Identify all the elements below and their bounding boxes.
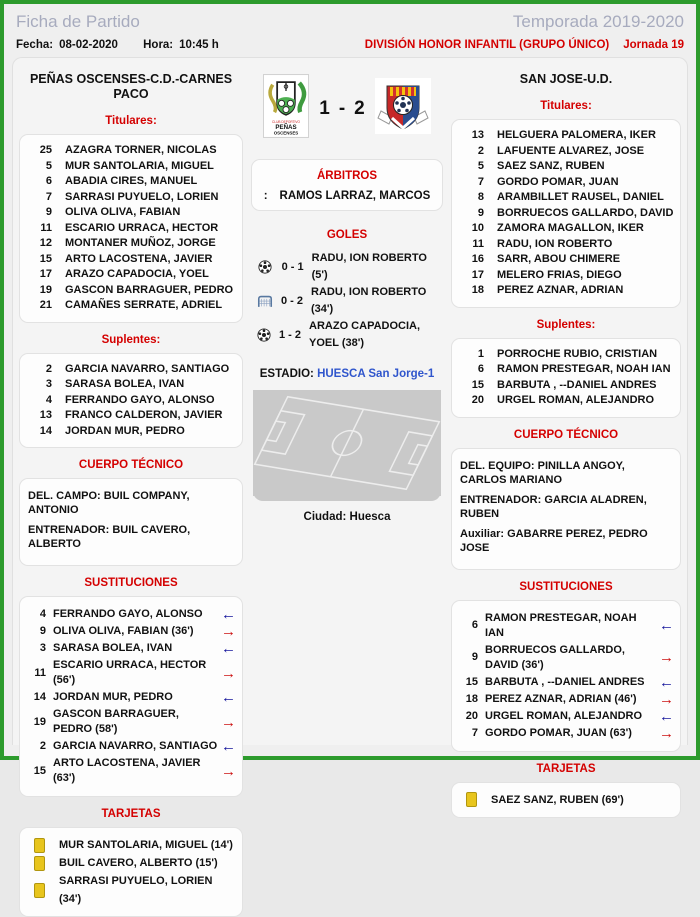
main-panel	[12, 57, 688, 905]
player-name: SARRASI PUYUELO, LORIEN	[65, 190, 219, 203]
player-name: MUR SANTOLARIA, MIGUEL (14')	[59, 839, 233, 851]
player-row	[26, 205, 236, 221]
player-name: MUR SANTOLARIA, MIGUEL	[65, 159, 214, 172]
home-cards-box	[19, 827, 243, 917]
player-name: LAFUENTE ALVAREZ, JOSE	[497, 144, 645, 157]
player-name: RADU, ION ROBERTO	[497, 237, 613, 250]
player-name: GARCIA NAVARRO, SANTIAGO	[53, 740, 218, 752]
away-substitutions-box	[451, 600, 681, 752]
svg-text:OSCENSES: OSCENSES	[274, 130, 299, 136]
player-row	[458, 237, 674, 253]
player-name: BARBUTA , --DANIEL ANDRES	[497, 378, 657, 391]
home-titulares-heading: Titulares:	[105, 115, 157, 127]
stadium-field-image	[253, 390, 441, 501]
player-name: FERRANDO GAYO, ALONSO	[53, 608, 203, 620]
player-number: 6	[471, 619, 478, 631]
yellow-card-icon	[34, 883, 45, 898]
substitution-row	[26, 690, 236, 705]
player-row	[458, 190, 674, 206]
player-name: SARASA BOLEA, IVAN	[65, 378, 185, 390]
yellow-card-icon	[34, 838, 45, 853]
player-number: 13	[39, 409, 52, 421]
jornada-label: Jornada 19	[623, 39, 684, 51]
player-number: 20	[465, 709, 478, 722]
player-row	[26, 159, 236, 175]
player-row	[26, 424, 236, 440]
player-name: GORDO POMAR, JUAN (63')	[485, 726, 632, 739]
player-name: RAMON PRESTEGAR, NOAH IAN	[497, 363, 671, 375]
player-number: 21	[39, 299, 52, 311]
sub-out-arrow-icon: →	[221, 713, 236, 731]
player-name: ESCARIO URRACA, HECTOR (56')	[53, 659, 207, 686]
player-number: 5	[477, 160, 484, 172]
staff-name: BUIL COMPANY, ANTONIO	[28, 490, 190, 516]
date-time-info	[16, 39, 225, 51]
away-team-crest	[375, 78, 431, 139]
substitution-row	[26, 624, 236, 639]
sub-in-arrow-icon: ←	[221, 689, 236, 706]
home-staff-heading: CUERPO TÉCNICO	[78, 459, 184, 471]
player-row	[26, 283, 236, 299]
city-line	[251, 511, 443, 523]
player-row	[26, 143, 236, 159]
player-number: 15	[471, 378, 484, 391]
home-score: 1	[319, 97, 330, 119]
player-row	[26, 174, 236, 190]
sub-in-arrow-icon: ←	[659, 673, 674, 691]
away-score: 2	[354, 97, 365, 119]
player-row	[458, 159, 674, 175]
home-team-column	[19, 64, 243, 905]
sub-out-arrow-icon: →	[221, 762, 236, 780]
player-name: BORRUECOS GALLARDO, DAVID (36')	[485, 643, 625, 671]
referee-name: RAMOS LARRAZ, MARCOS	[279, 190, 431, 202]
player-number: 3	[39, 642, 46, 654]
player-name: ARTO LACOSTENA, JAVIER (63')	[53, 757, 201, 784]
goal-row	[257, 284, 443, 318]
player-number: 20	[471, 394, 484, 406]
away-team-name: SAN JOSE-U.D.	[519, 72, 613, 86]
player-name: HELGUERA PALOMERA, IKER	[497, 129, 656, 141]
goal-row	[257, 318, 443, 352]
away-titulares-box	[451, 119, 681, 308]
player-row	[458, 283, 674, 299]
staff-role-label: DEL. EQUIPO:	[460, 459, 535, 472]
player-name: SAEZ SANZ, RUBEN	[497, 160, 605, 172]
staff-name: BUIL CAVERO, ALBERTO	[28, 524, 191, 550]
player-number: 18	[465, 692, 478, 705]
player-name: GORDO POMAR, JUAN	[497, 175, 619, 188]
goal-score: 1 - 2	[279, 328, 302, 341]
staff-name: GABARRE PEREZ, PEDRO JOSE	[460, 527, 648, 554]
player-number: 11	[472, 237, 484, 250]
player-number: 7	[477, 175, 484, 188]
substitution-row	[458, 611, 674, 641]
player-row	[458, 268, 674, 284]
player-number: 6	[45, 175, 52, 187]
away-staff-box	[451, 448, 681, 570]
staff-name: PINILLA ANGOY, CARLOS MARIANO	[460, 459, 625, 486]
player-number: 4	[39, 608, 46, 620]
player-name: SARR, ABOU CHIMERE	[497, 253, 621, 265]
player-name: MONTANER MUÑOZ, JORGE	[65, 237, 216, 249]
player-row	[458, 252, 674, 268]
substitution-row	[458, 726, 674, 741]
staff-row	[28, 523, 234, 551]
player-name: URGEL ROMAN, ALEJANDRO	[485, 709, 643, 722]
player-name: OLIVA OLIVA, FABIAN (36')	[53, 625, 194, 637]
player-name: GARCIA NAVARRO, SANTIAGO	[65, 362, 230, 375]
goal-row	[257, 250, 443, 284]
player-name: SAEZ SANZ, RUBEN (69')	[491, 793, 624, 806]
sub-in-arrow-icon: ←	[221, 738, 236, 755]
player-number: 11	[34, 666, 46, 679]
player-row	[26, 362, 236, 378]
player-name: PEREZ AZNAR, ADRIAN (46')	[485, 692, 637, 705]
goal-score: 0 - 1	[281, 260, 304, 273]
player-number: 6	[477, 363, 484, 375]
player-name: OLIVA OLIVA, FABIAN	[65, 206, 181, 218]
stadium-link[interactable]: HUESCA San Jorge-1	[317, 368, 435, 380]
referees-heading: ÁRBITROS	[316, 170, 378, 182]
sub-out-arrow-icon: →	[659, 690, 674, 708]
player-number: 8	[477, 191, 484, 203]
player-number: 19	[39, 283, 52, 296]
player-number: 13	[471, 129, 484, 141]
player-name: ABADIA CIRES, MANUEL	[65, 175, 198, 187]
sub-out-arrow-icon: →	[221, 664, 236, 682]
score-separator: -	[338, 97, 346, 119]
referee-prefix: :	[263, 190, 268, 202]
sub-out-arrow-icon: →	[221, 623, 236, 640]
player-number: 9	[39, 625, 46, 637]
home-staff-box	[19, 478, 243, 566]
away-staff-heading: CUERPO TÉCNICO	[513, 428, 619, 441]
player-row	[26, 408, 236, 424]
fecha-value: 08-02-2020	[59, 39, 118, 51]
city-label: Ciudad:	[303, 511, 347, 523]
referees-box	[251, 159, 443, 211]
sub-in-arrow-icon: ←	[659, 707, 674, 725]
season-label: Temporada 2019-2020	[512, 12, 684, 31]
card-row	[26, 872, 236, 908]
away-team-column	[451, 64, 681, 806]
player-row	[26, 393, 236, 409]
competition-info	[365, 39, 684, 51]
player-number: 10	[471, 222, 484, 234]
staff-row	[460, 493, 672, 521]
staff-role-label: ENTRENADOR:	[460, 493, 542, 506]
staff-role-label: DEL. CAMPO:	[28, 490, 101, 502]
player-number: 19	[33, 715, 46, 728]
player-row	[458, 378, 674, 394]
match-info-bar	[4, 32, 696, 57]
player-name: JORDAN MUR, PEDRO	[53, 691, 173, 703]
player-name: BUIL CAVERO, ALBERTO (15')	[59, 857, 218, 869]
substitution-row	[26, 739, 236, 754]
goal-scorer: ARAZO CAPADOCIA, YOEL (38')	[309, 320, 421, 349]
player-number: 7	[471, 726, 478, 739]
svg-text:PEÑAS: PEÑAS	[275, 124, 297, 131]
substitution-row	[26, 607, 236, 622]
staff-row	[460, 527, 672, 555]
player-row	[26, 267, 236, 283]
goals-heading: GOLES	[326, 229, 368, 241]
player-number: 15	[39, 252, 52, 265]
substitution-row	[458, 643, 674, 673]
player-name: ARAZO CAPADOCIA, YOEL	[65, 268, 209, 280]
sub-out-arrow-icon: →	[659, 649, 674, 666]
player-name: ARTO LACOSTENA, JAVIER	[65, 252, 213, 265]
player-number: 14	[33, 691, 46, 703]
player-name: GASCON BARRAGUER, PEDRO (58')	[53, 708, 179, 735]
fecha-label: Fecha:	[16, 39, 54, 51]
soccer-ball-icon	[257, 260, 274, 274]
player-name: ARAMBILLET RAUSEL, DANIEL	[497, 191, 664, 203]
goal-scorer: RADU, ION ROBERTO (5')	[311, 252, 427, 281]
player-name: CAMAÑES SERRATE, ADRIEL	[65, 299, 223, 311]
home-suplentes-box	[19, 353, 243, 449]
away-cards-heading: TARJETAS	[536, 762, 596, 775]
home-team-name: PEÑAS OSCENSES-C.D.-CARNES PACO	[29, 72, 233, 101]
player-row	[458, 362, 674, 378]
substitution-row	[458, 675, 674, 690]
home-suplentes-heading: Suplentes:	[101, 333, 161, 346]
sub-in-arrow-icon: ←	[221, 606, 236, 623]
player-number: 14	[39, 424, 52, 437]
sub-in-arrow-icon: ←	[659, 617, 674, 634]
player-row	[458, 206, 674, 222]
substitution-row	[26, 658, 236, 688]
city-value: Huesca	[349, 511, 391, 523]
home-cards-heading: TARJETAS	[101, 808, 161, 820]
player-name: SARRASI PUYUELO, LORIEN (34')	[59, 875, 213, 905]
division-label: DIVISIÓN HONOR INFANTIL (GRUPO ÚNICO)	[364, 39, 610, 51]
player-number: 15	[33, 764, 46, 777]
player-name: ESCARIO URRACA, HECTOR	[65, 221, 219, 234]
goal-frame-icon	[257, 295, 273, 308]
sub-in-arrow-icon: ←	[221, 640, 236, 657]
player-row	[458, 347, 674, 363]
staff-role-label: Auxiliar:	[460, 527, 505, 540]
yellow-card-icon	[34, 856, 45, 871]
player-name: BORRUECOS GALLARDO, DAVID	[497, 206, 674, 219]
stadium-label: ESTADIO:	[259, 368, 314, 380]
player-row	[458, 128, 674, 144]
player-number: 9	[471, 651, 478, 663]
player-number: 17	[39, 268, 52, 280]
scoreline	[251, 74, 443, 143]
home-titulares-box	[19, 134, 243, 323]
player-row	[26, 298, 236, 314]
player-name: MELERO FRIAS, DIEGO	[497, 268, 622, 281]
substitution-row	[26, 756, 236, 786]
substitution-row	[458, 692, 674, 707]
player-row	[26, 190, 236, 206]
player-name: URGEL ROMAN, ALEJANDRO	[497, 394, 655, 406]
home-substitutions-heading: SUSTITUCIONES	[84, 577, 178, 589]
player-number: 2	[39, 740, 46, 752]
goal-score: 0 - 2	[281, 294, 304, 307]
player-name: JORDAN MUR, PEDRO	[65, 424, 185, 437]
staff-name: GARCIA ALADREN, RUBEN	[460, 493, 647, 520]
player-name: RAMON PRESTEGAR, NOAH IAN	[485, 611, 637, 639]
player-number: 1	[477, 347, 484, 360]
player-row	[458, 175, 674, 191]
home-team-crest	[263, 74, 309, 143]
player-number: 9	[477, 206, 484, 219]
substitution-row	[458, 709, 674, 724]
player-number: 18	[471, 284, 484, 296]
staff-row	[28, 489, 234, 517]
player-row	[26, 236, 236, 252]
player-number: 3	[45, 378, 52, 390]
player-name: BARBUTA , --DANIEL ANDRES	[485, 675, 645, 688]
player-number: 17	[471, 268, 484, 281]
player-row	[458, 221, 674, 237]
page-header	[4, 4, 696, 32]
svg-text:CLUB DEPORTIVO: CLUB DEPORTIVO	[272, 119, 301, 124]
away-suplentes-box	[451, 338, 681, 418]
hora-label: Hora:	[143, 39, 174, 51]
card-row	[458, 791, 674, 809]
substitution-row	[26, 707, 236, 737]
card-row	[26, 836, 236, 854]
player-row	[458, 393, 674, 409]
player-name: ZAMORA MAGALLON, IKER	[497, 222, 644, 234]
player-number: 5	[45, 159, 52, 172]
player-number: 4	[45, 393, 52, 406]
away-substitutions-heading: SUSTITUCIONES	[519, 580, 613, 593]
soccer-ball-icon	[257, 328, 271, 342]
player-number: 15	[465, 675, 478, 688]
goals-list	[257, 250, 443, 352]
player-number: 2	[45, 362, 52, 375]
player-number: 25	[39, 144, 52, 156]
card-row	[26, 854, 236, 872]
home-substitutions-box	[19, 596, 243, 797]
away-suplentes-heading: Suplentes:	[536, 318, 596, 331]
player-number: 9	[45, 206, 52, 218]
player-number: 16	[471, 253, 484, 265]
referee-row	[256, 190, 438, 202]
player-name: AZAGRA TORNER, NICOLAS	[65, 144, 217, 156]
away-titulares-heading: Titulares:	[540, 100, 592, 112]
player-name: GASCON BARRAGUER, PEDRO	[65, 283, 234, 296]
player-name: FERRANDO GAYO, ALONSO	[65, 393, 215, 406]
page-title: Ficha de Partido	[16, 12, 140, 31]
away-cards-box	[451, 782, 681, 818]
stadium-line	[251, 368, 443, 380]
player-name: PEREZ AZNAR, ADRIAN	[497, 284, 624, 296]
sub-out-arrow-icon: →	[659, 724, 674, 742]
player-row	[26, 377, 236, 393]
hora-value: 10:45 h	[179, 39, 219, 51]
player-row	[26, 252, 236, 268]
player-number: 11	[40, 221, 52, 234]
player-name: SARASA BOLEA, IVAN	[53, 642, 173, 654]
yellow-card-icon	[466, 792, 477, 807]
goal-scorer: RADU, ION ROBERTO (34')	[311, 286, 427, 315]
score	[319, 98, 364, 120]
player-number: 7	[45, 190, 52, 203]
match-center-column	[251, 64, 443, 745]
staff-role-label: ENTRENADOR:	[28, 524, 110, 536]
player-number: 2	[477, 144, 484, 157]
player-row	[458, 144, 674, 160]
player-name: FRANCO CALDERON, JAVIER	[65, 409, 223, 421]
player-row	[26, 221, 236, 237]
staff-row	[460, 459, 672, 487]
player-name: PORROCHE RUBIO, CRISTIAN	[497, 347, 658, 360]
substitution-row	[26, 641, 236, 656]
player-number: 12	[39, 237, 52, 249]
